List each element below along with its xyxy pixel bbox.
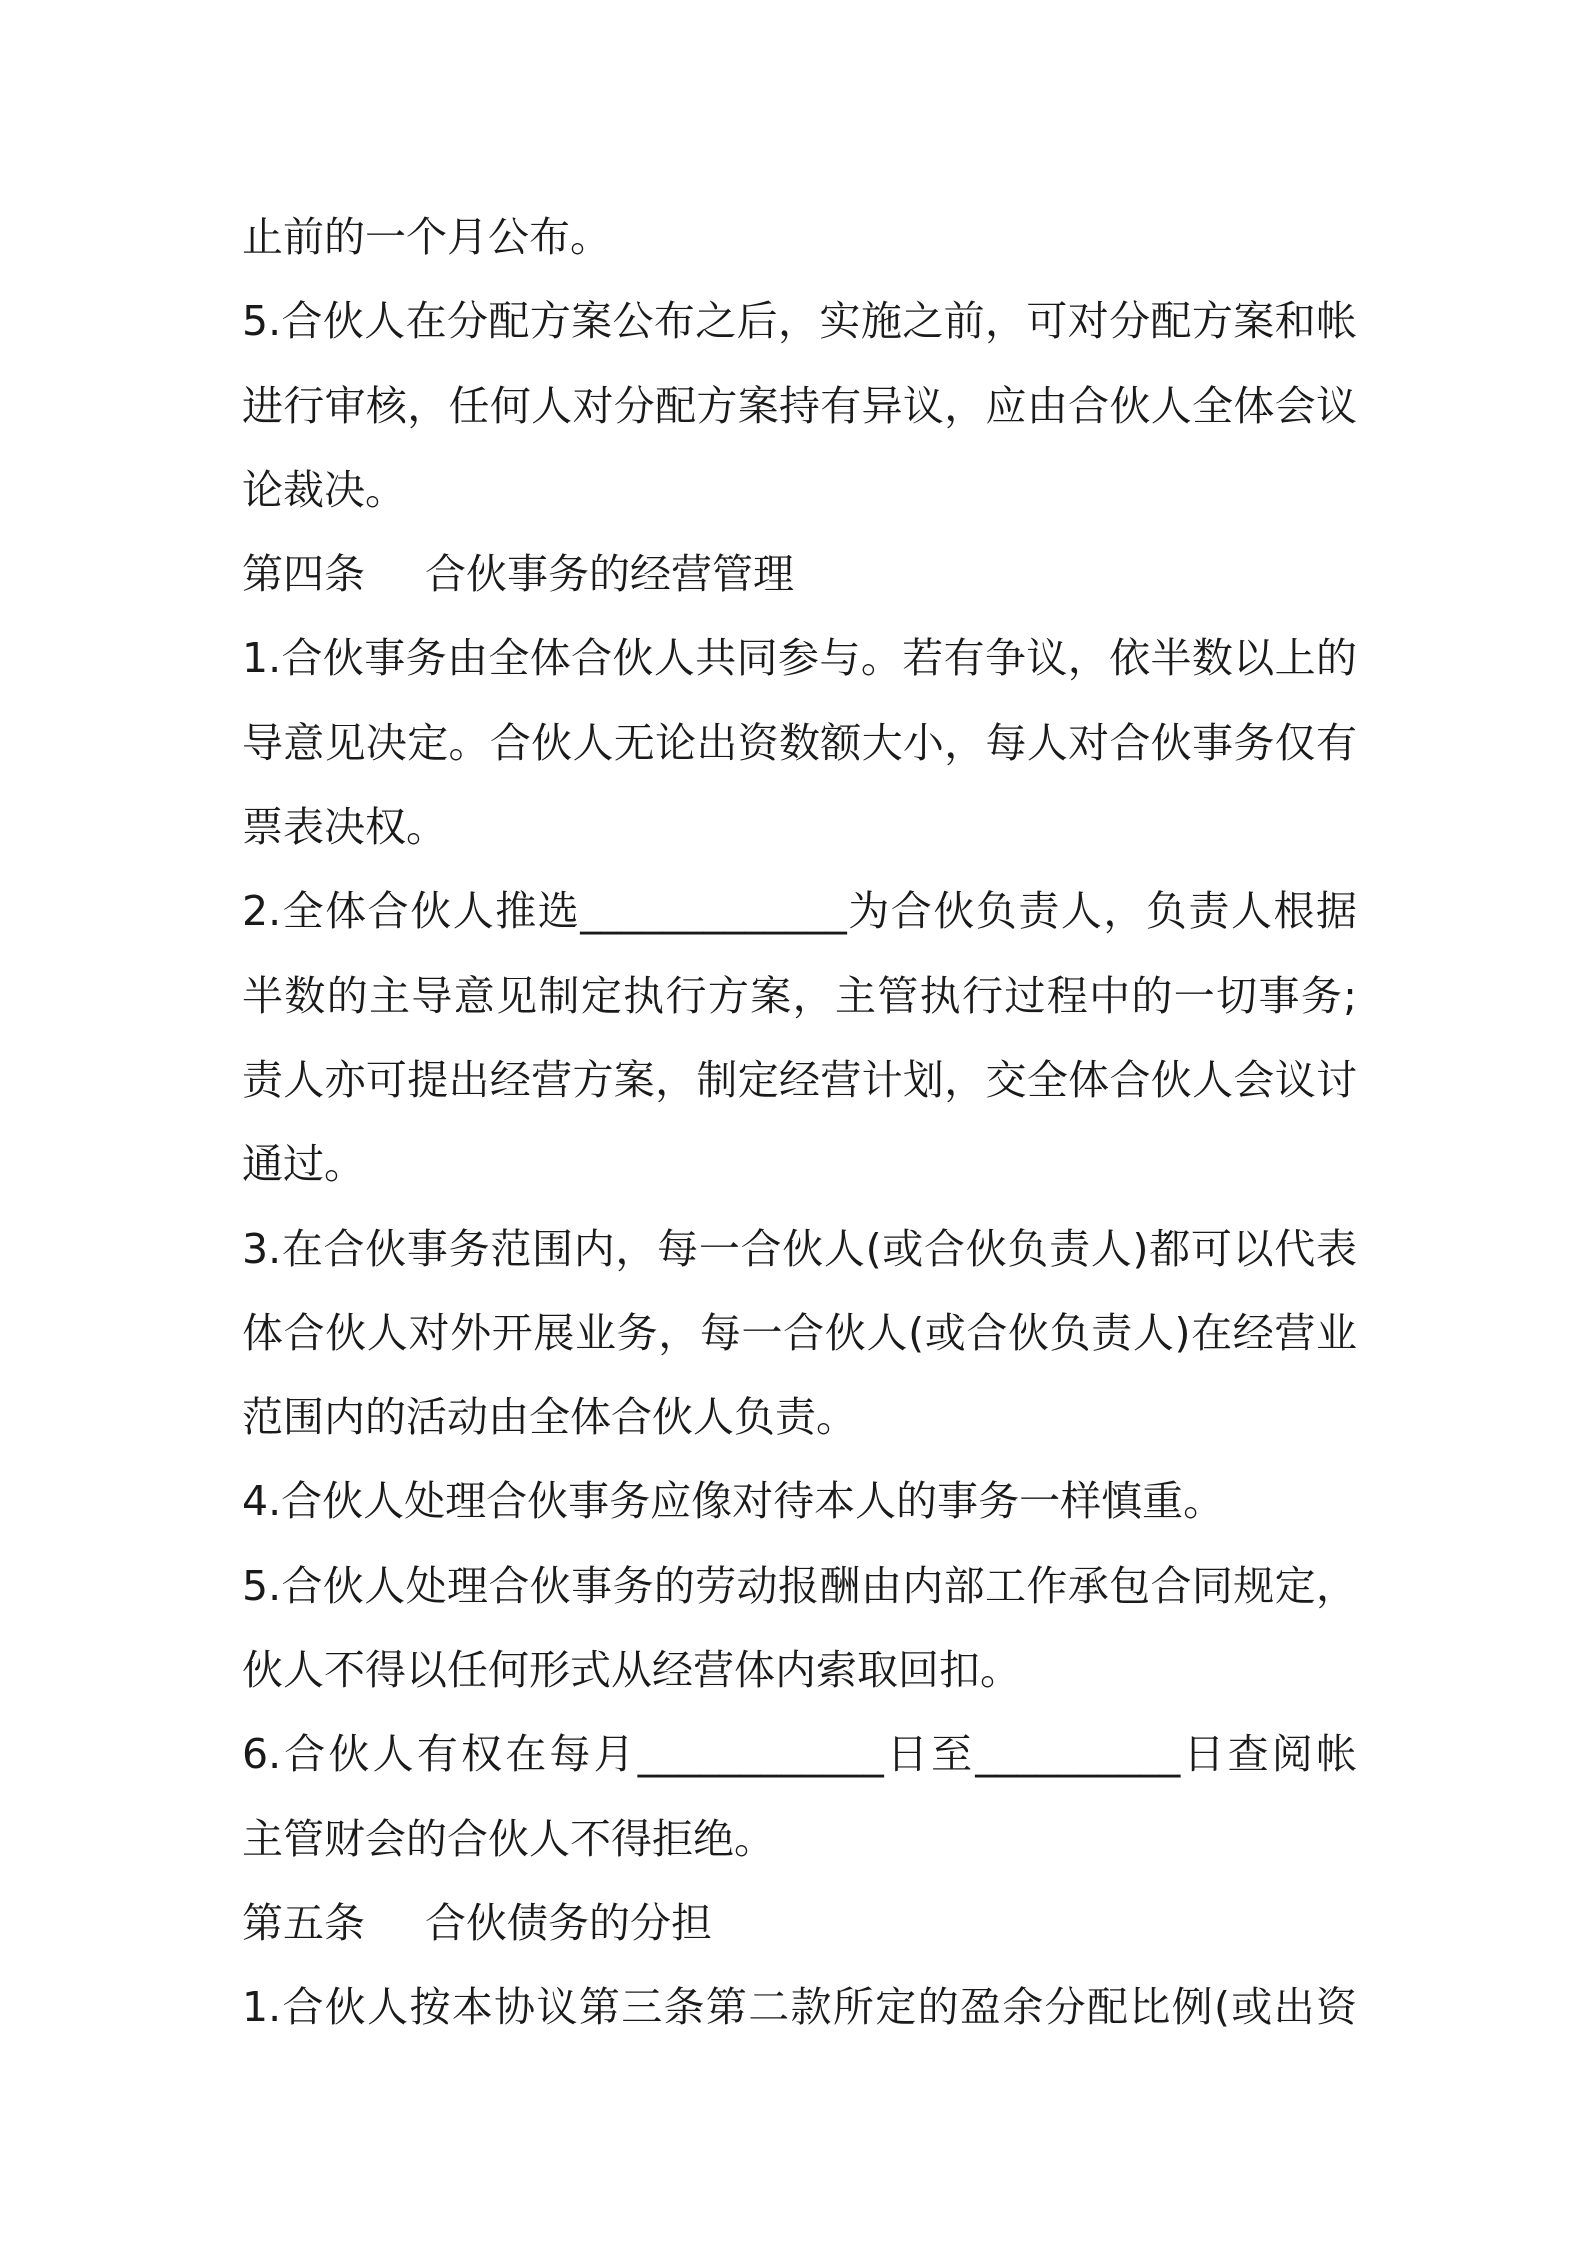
section-title: 合伙事务的经营管理 xyxy=(425,550,794,599)
text-line: 止前的一个月公布。 xyxy=(242,213,611,261)
section-heading-5 xyxy=(242,1881,1357,1965)
text-line: 6.合伙人有权在每月____________日至__________日查阅帐 xyxy=(242,1730,1357,1779)
text-line: 3.在合伙事务范围内，每一合伙人(或合伙负责人)都可以代表 xyxy=(242,1224,1357,1273)
section-number: 第五条 xyxy=(242,1898,365,1947)
text-line: 通过。 xyxy=(242,1140,365,1189)
text-line: 导意见决定。合伙人无论出资数额大小，每人对合伙事务仅有 xyxy=(242,718,1357,767)
text-line: 4.合伙人处理合伙事务应像对待本人的事务一样慎重。 xyxy=(242,1477,1225,1526)
section-number: 第四条 xyxy=(242,550,365,599)
text-line: 半数的主导意见制定执行方案，主管执行过程中的一切事务; xyxy=(242,971,1357,1020)
text-line: 论裁决。 xyxy=(242,465,406,514)
text-line: 体合伙人对外开展业务，每一合伙人(或合伙负责人)在经营业 xyxy=(242,1308,1357,1357)
text-line: 2.全体合伙人推选_____________为合伙负责人，负责人根据 xyxy=(242,887,1357,936)
section-title: 合伙债务的分担 xyxy=(425,1898,712,1947)
text-line: 伙人不得以任何形式从经营体内索取回扣。 xyxy=(242,1646,1021,1695)
document-page xyxy=(242,195,1357,2050)
text-line: 5.合伙人在分配方案公布之后，实施之前，可对分配方案和帐 xyxy=(242,297,1357,346)
text-line: 进行审核，任何人对分配方案持有异议，应由合伙人全体会议 xyxy=(242,381,1357,430)
text-line: 5.合伙人处理合伙事务的劳动报酬由内部工作承包合同规定， xyxy=(242,1561,1357,1610)
text-line: 1.合伙事务由全体合伙人共同参与。若有争议，依半数以上的 xyxy=(242,634,1357,683)
text-line: 票表决权。 xyxy=(242,803,447,852)
text-line: 1.合伙人按本协议第三条第二款所定的盈余分配比例(或出资 xyxy=(242,1983,1357,2032)
section-heading-4 xyxy=(242,532,1357,616)
text-line: 范围内的活动由全体合伙人负责。 xyxy=(242,1393,857,1442)
text-line: 责人亦可提出经营方案，制定经营计划，交全体合伙人会议讨 xyxy=(242,1055,1357,1104)
text-line: 主管财会的合伙人不得拒绝。 xyxy=(242,1814,775,1863)
